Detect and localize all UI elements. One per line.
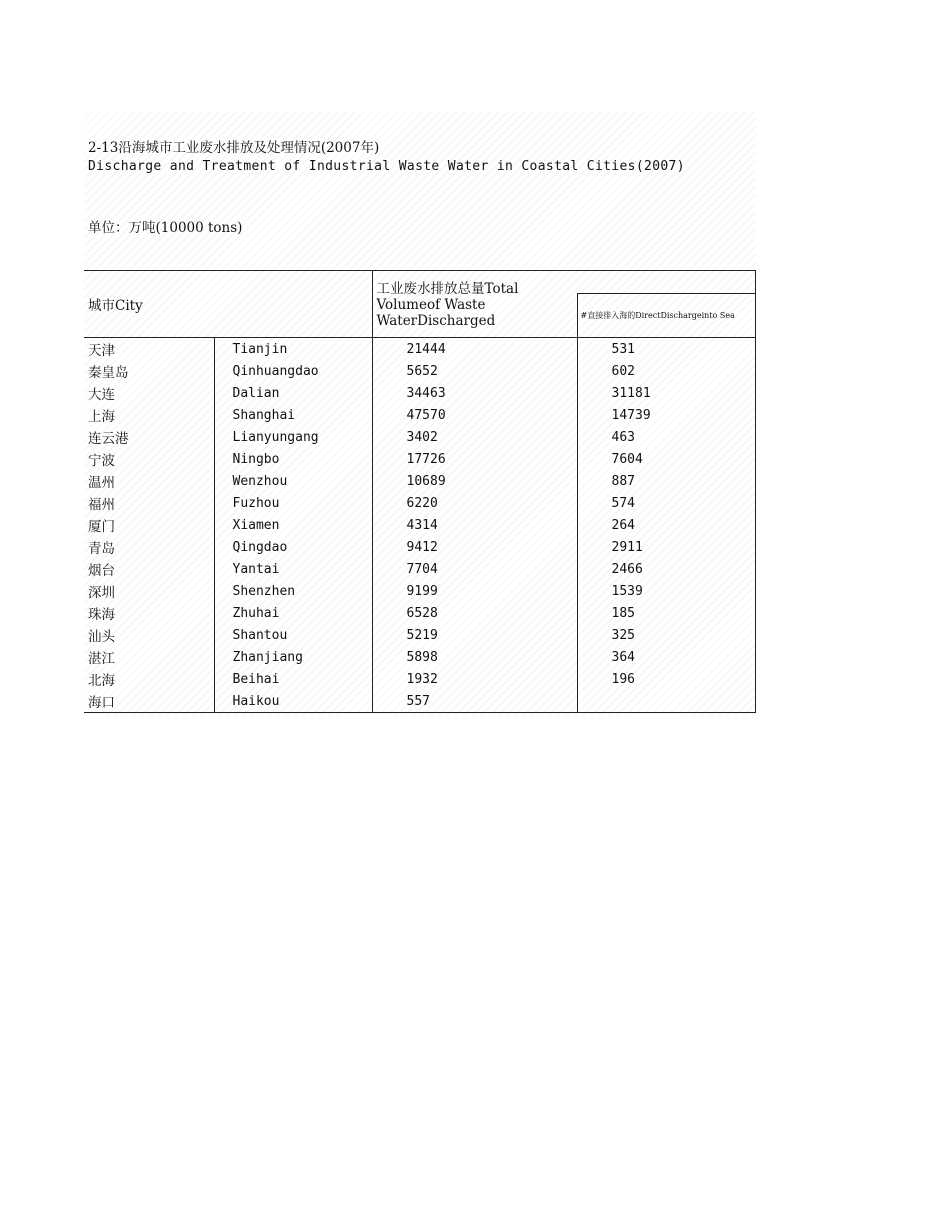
direct-sea-value: 196 xyxy=(577,668,755,690)
city-name-english: Qinhuangdao xyxy=(214,360,372,382)
header-empty-cell xyxy=(577,271,755,294)
direct-sea-value: 185 xyxy=(577,602,755,624)
city-name-english: Shanghai xyxy=(214,404,372,426)
direct-sea-value: 531 xyxy=(577,338,755,361)
table-body xyxy=(84,338,755,713)
city-name-english: Zhuhai xyxy=(214,602,372,624)
direct-sea-value xyxy=(577,690,755,713)
header-total-volume: 工业废水排放总量Total Volumeof Waste WaterDischarged xyxy=(372,271,577,338)
total-discharge-value: 34463 xyxy=(372,382,577,404)
city-name-english: Lianyungang xyxy=(214,426,372,448)
direct-sea-value: 31181 xyxy=(577,382,755,404)
table-row xyxy=(84,426,755,448)
city-name-english: Shantou xyxy=(214,624,372,646)
header-direct-sea: #直接排入海的DirectDischargeinto Sea xyxy=(577,293,755,337)
total-discharge-value: 1932 xyxy=(372,668,577,690)
city-name-chinese: 秦皇岛 xyxy=(88,365,129,381)
direct-sea-value: 2466 xyxy=(577,558,755,580)
direct-sea-value: 602 xyxy=(577,360,755,382)
table-row xyxy=(84,690,755,713)
total-discharge-value: 9199 xyxy=(372,580,577,602)
city-name-english: Qingdao xyxy=(214,536,372,558)
city-name-english: Zhanjiang xyxy=(214,646,372,668)
city-name-chinese: 连云港 xyxy=(88,431,129,447)
table-row xyxy=(84,580,755,602)
table-row xyxy=(84,668,755,690)
city-name-chinese: 珠海 xyxy=(88,607,115,623)
city-name-chinese: 烟台 xyxy=(88,563,115,579)
city-name-chinese: 上海 xyxy=(88,409,115,425)
city-name-chinese: 福州 xyxy=(88,497,115,513)
total-discharge-value: 7704 xyxy=(372,558,577,580)
header-city: 城市City xyxy=(84,271,372,338)
table-row xyxy=(84,536,755,558)
city-name-chinese: 大连 xyxy=(88,387,115,403)
direct-sea-value: 887 xyxy=(577,470,755,492)
total-discharge-value: 47570 xyxy=(372,404,577,426)
table-row xyxy=(84,382,755,404)
city-name-chinese: 宁波 xyxy=(88,453,115,469)
total-discharge-value: 3402 xyxy=(372,426,577,448)
city-name-chinese: 深圳 xyxy=(88,585,115,601)
city-name-chinese: 湛江 xyxy=(88,651,115,667)
table-row xyxy=(84,558,755,580)
table-row xyxy=(84,624,755,646)
city-name-english: Dalian xyxy=(214,382,372,404)
direct-sea-value: 14739 xyxy=(577,404,755,426)
total-discharge-value: 557 xyxy=(372,690,577,713)
total-discharge-value: 9412 xyxy=(372,536,577,558)
city-name-english: Wenzhou xyxy=(214,470,372,492)
total-discharge-value: 6528 xyxy=(372,602,577,624)
waste-water-table xyxy=(84,270,756,713)
table-row xyxy=(84,338,755,361)
city-name-chinese: 青岛 xyxy=(88,541,115,557)
direct-sea-value: 1539 xyxy=(577,580,755,602)
total-discharge-value: 6220 xyxy=(372,492,577,514)
direct-sea-value: 264 xyxy=(577,514,755,536)
total-discharge-value: 5898 xyxy=(372,646,577,668)
table-row xyxy=(84,492,755,514)
city-name-english: Fuzhou xyxy=(214,492,372,514)
city-name-english: Xiamen xyxy=(214,514,372,536)
total-discharge-value: 17726 xyxy=(372,448,577,470)
city-name-chinese: 海口 xyxy=(84,690,214,713)
city-name-english: Tianjin xyxy=(214,338,372,361)
direct-sea-value: 364 xyxy=(577,646,755,668)
direct-sea-value: 2911 xyxy=(577,536,755,558)
total-discharge-value: 5219 xyxy=(372,624,577,646)
total-discharge-value: 5652 xyxy=(372,360,577,382)
table-row xyxy=(84,514,755,536)
city-name-english: Ningbo xyxy=(214,448,372,470)
direct-sea-value: 463 xyxy=(577,426,755,448)
direct-sea-value: 325 xyxy=(577,624,755,646)
table-row xyxy=(84,404,755,426)
unit-label: 单位：万吨(10000 tons) xyxy=(88,220,243,236)
total-discharge-value: 10689 xyxy=(372,470,577,492)
table-row xyxy=(84,448,755,470)
table-row xyxy=(84,602,755,624)
table-row xyxy=(84,360,755,382)
total-discharge-value: 4314 xyxy=(372,514,577,536)
direct-sea-value: 574 xyxy=(577,492,755,514)
header-row xyxy=(84,271,755,294)
city-name-chinese: 汕头 xyxy=(88,629,115,645)
city-name-chinese: 天津 xyxy=(88,343,115,359)
total-discharge-value: 21444 xyxy=(372,338,577,361)
direct-sea-value: 7604 xyxy=(577,448,755,470)
city-name-english: Beihai xyxy=(214,668,372,690)
table-title-english: Discharge and Treatment of Industrial Waste Water in Coastal Cities(2007) xyxy=(88,159,685,174)
city-name-english: Yantai xyxy=(214,558,372,580)
table-title-chinese: 2-13沿海城市工业废水排放及处理情况(2007年) xyxy=(88,140,380,156)
city-name-chinese: 厦门 xyxy=(88,519,115,535)
city-name-english: Haikou xyxy=(214,690,372,713)
table-row xyxy=(84,470,755,492)
city-name-chinese: 温州 xyxy=(88,475,115,491)
table-row xyxy=(84,646,755,668)
city-name-english: Shenzhen xyxy=(214,580,372,602)
city-name-chinese: 北海 xyxy=(88,673,115,689)
